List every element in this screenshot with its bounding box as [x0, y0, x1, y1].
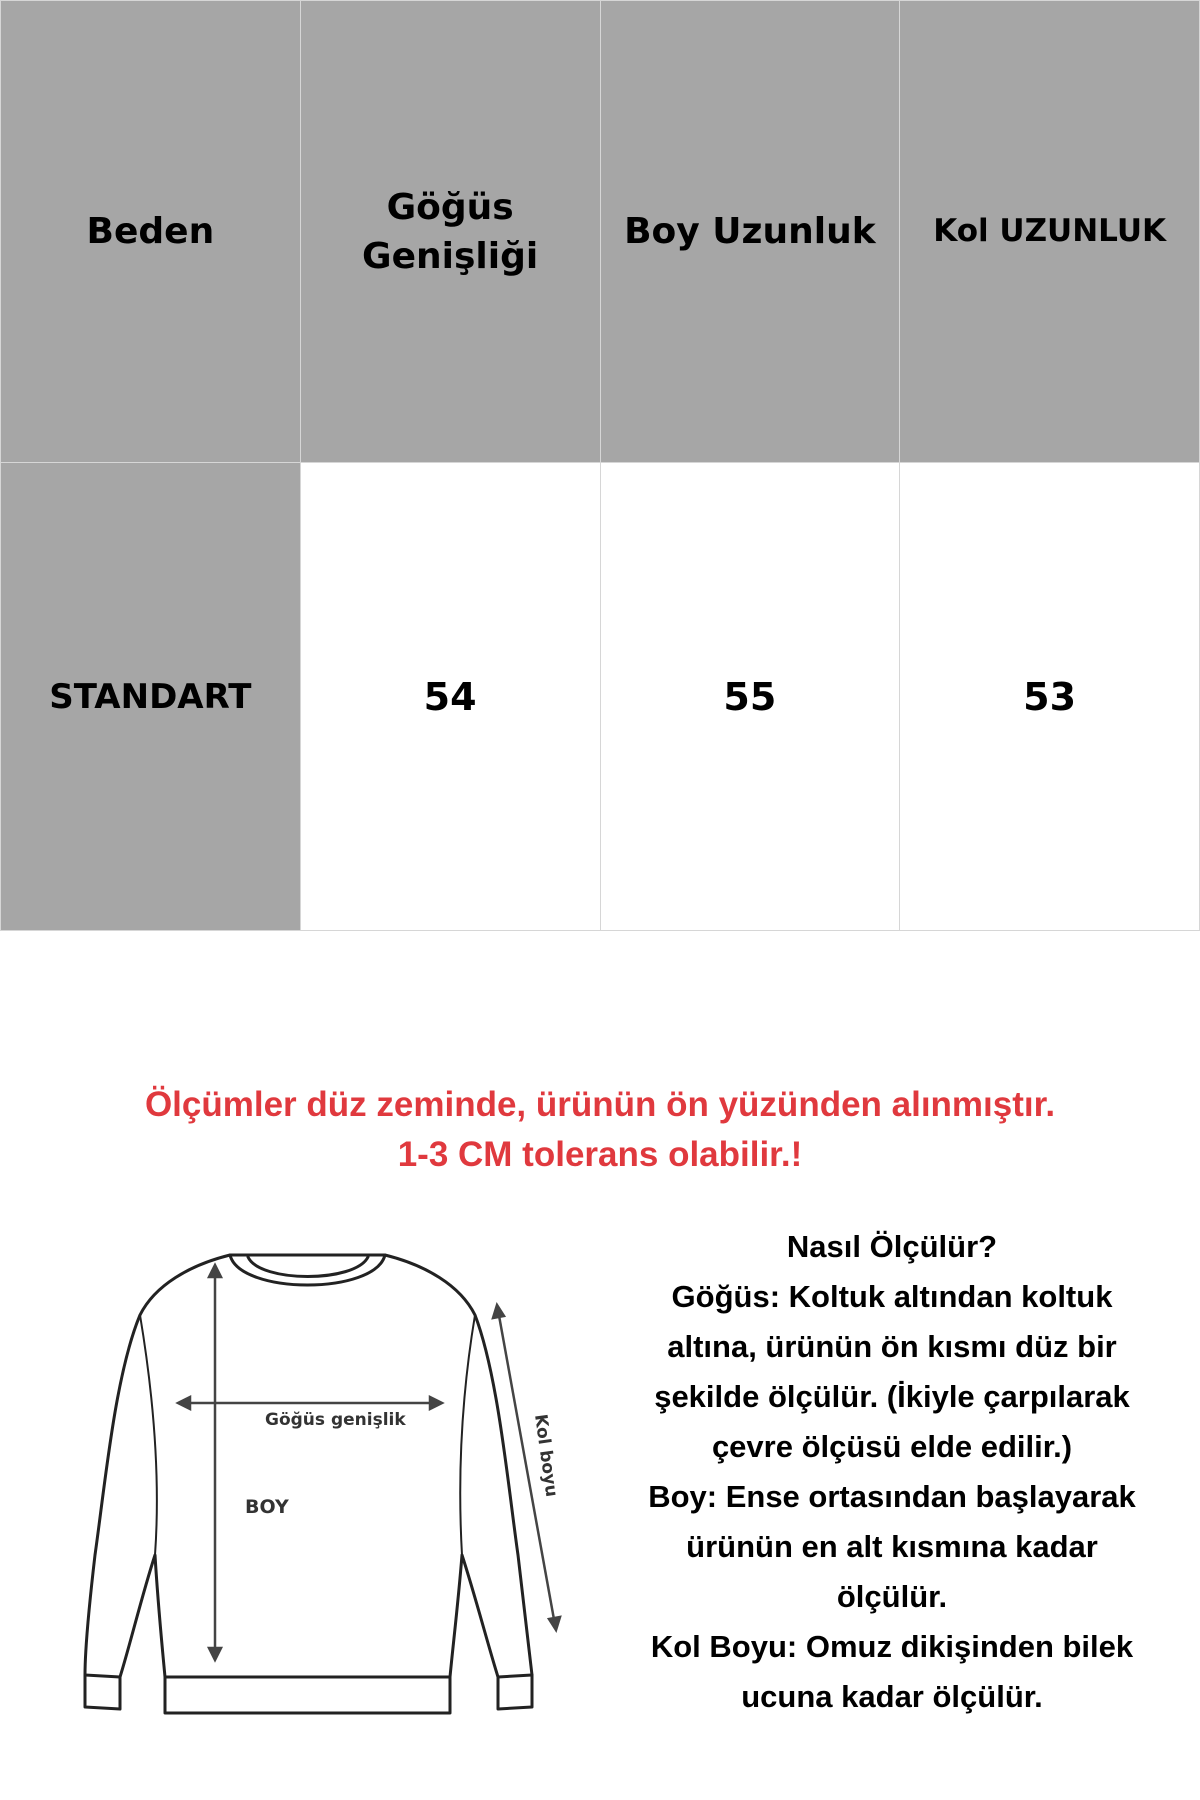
header-beden: Beden	[1, 1, 301, 463]
row-size-label: STANDART	[1, 463, 301, 931]
howto-title: Nasıl Ölçülür?	[786, 1229, 998, 1264]
table-header-row	[1, 1, 1200, 463]
howto-line: Kol Boyu: Omuz dikişinden bilek	[650, 1629, 1134, 1664]
measurement-notice	[0, 1080, 1200, 1180]
howto-line: ucuna kadar ölçülür.	[741, 1679, 1043, 1714]
length-label: BOY	[245, 1496, 289, 1518]
table-row	[1, 463, 1200, 931]
howto-line: çevre ölçüsü elde edilir.)	[711, 1429, 1073, 1464]
notice-line-1: Ölçümler düz zeminde, ürünün ön yüzünden alınmıştır.	[144, 1085, 1056, 1124]
length-value: 55	[600, 463, 900, 931]
chest-width-label: Göğüs genişlik	[265, 1410, 406, 1430]
howto-line: Boy: Ense ortasından başlayarak	[648, 1479, 1136, 1514]
sleeve-value: 53	[900, 463, 1200, 931]
howto-line: Göğüs: Koltuk altından koltuk	[671, 1279, 1113, 1314]
howto-line: altına, ürünün ön kısmı düz bir	[667, 1329, 1117, 1364]
howto-line: ürünün en alt kısmına kadar	[686, 1529, 1098, 1564]
sweatshirt-measurement-diagram	[80, 1225, 580, 1735]
howto-line: şekilde ölçülür. (İkiyle çarpılarak	[654, 1379, 1130, 1414]
sleeve-length-label: Kol boyu	[530, 1412, 562, 1499]
howto-line: ölçülür.	[836, 1579, 948, 1614]
header-kol-uzunluk: Kol UZUNLUK	[900, 1, 1200, 463]
measurement-arrows	[178, 1265, 560, 1660]
notice-line-2: 1-3 CM tolerans olabilir.!	[397, 1135, 803, 1174]
header-boy-uzunluk: Boy Uzunluk	[600, 1, 900, 463]
chest-value: 54	[300, 463, 600, 931]
header-gogus-genisligi: Göğüs Genişliği	[300, 1, 600, 463]
sweatshirt-outline	[85, 1255, 532, 1713]
how-to-measure	[612, 1222, 1172, 1722]
